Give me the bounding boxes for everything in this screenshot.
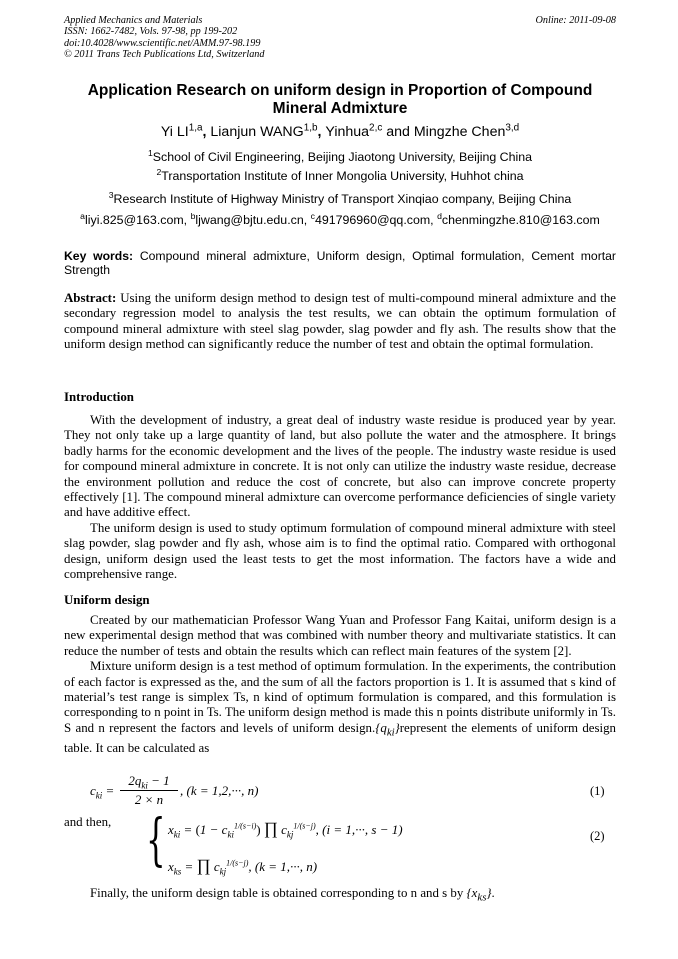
affiliation: $^3$Research Institute of Highway Ministry of Transport Xinqiao company, Beijing China <box>108 189 572 206</box>
paragraph: With the development of industry, a great deal of industry waste residue is produced year by year. They not only take up a large quantity of land, but also pollute the water and the atmosphere. It brings badly harms for the economic development and the lives of the people. The industry waste residue is used for compound mineral admixture in concrete. It is not only can utilize the industry waste residue, decrease the environment pollution and reduce the cost of concrete, but also can improve concrete property effectively [1]. The compound mineral admixture can overcome performance deficiencies of single variety and have additive effect. <box>64 413 616 520</box>
paragraph: Mixture uniform design is a test method of optimum formulation. In the experiments, the contribution of each factor is expressed as the, and the sum of all the factors proportion is 1. It is assumed that s kind of material’s test range is simplex Ts, n kind of optimum formulation is compared, and this formulation is corresponding to n point in Ts. The uniform design method is made this n points distribute uniformly in Ts. S and n represent the factors and levels of uniform $design.\{q_{ki}\}represent$ the elements of uniform design table. It can be calculated as <box>64 659 617 755</box>
math-x-ks: $\{x_{ks}\}$ <box>466 886 492 904</box>
issn-line: ISSN: 1662-7482, Vols. 97-98, pp 199-202 <box>64 26 238 38</box>
author: Yi LI$^{1,a}$, <box>160 122 211 140</box>
equation-1: $c_{ki}$ = $2q_{ki} - 1$ 2 × n , (k = 1,2,···, n) <box>90 773 259 807</box>
doi-line: doi:10.4028/www.scientific.net/AMM.97-98.199 <box>64 37 261 49</box>
equation-2: { $x_{ki} = (1 - c_{ki}^{1/(s-i)})$ ∏ $c_{kj}^{1/(s-j)}$, (i = 1,···, s − 1) $x_{ks}$ = ∏ $c_{kj}^{1/(s-j)}$, (k = 1,···, n) <box>146 808 403 877</box>
author: Mingzhe Chen$^{3,d}$ <box>413 122 520 140</box>
journal-header <box>64 15 616 61</box>
email-list: $^a$liyi.825@163.com, $^b$ljwang@bjtu.edu.cn, $^c$491796960@qq.com, $^d$chenmingzhe.810@163.com <box>80 210 600 227</box>
author: Lianjun WANG$^{1,b}$, <box>210 122 326 140</box>
keywords: Key words: Compound mineral admixture, Uniform design, Optimal formulation, Cement mortar Strength <box>64 249 616 277</box>
copyright-line: © 2011 Trans Tech Publications Ltd, Switzerland <box>64 49 265 61</box>
abstract: Abstract: Using the uniform design method to design test of multi-compound mineral admixture and the secondary regression model to analysis the test results, we can obtain the optimum formulation of compound mineral admixture with steel slag powder, slag powder and fly ash. The results show that the uniform design method can significantly reduce the number of test and obtain the optimal formulation. <box>64 291 616 352</box>
section-heading-introduction: Introduction <box>64 390 134 404</box>
uniform-design-body <box>64 613 616 756</box>
author: Yinhua$^{2,c}$ and <box>325 122 414 140</box>
affiliation: $^2$Transportation Institute of Inner Mongolia University, Huhhot china <box>156 166 524 183</box>
paper-title: Application Research on uniform design in Proportion of Compound Mineral Admixture <box>87 82 593 117</box>
equation-number: (1) <box>590 784 605 798</box>
final-paragraph: Finally, the uniform design table is obtained corresponding to n and s by $\{x_{ks}\}$. <box>90 886 495 904</box>
journal-name: Applied Mechanics and Materials <box>64 15 203 26</box>
paragraph: Created by our mathematician Professor Wang Yuan and Professor Fang Kaitai, uniform design is a new experimental design method that was combined with number theory and multivariate statistics. It can reduce the number of tests and obtain the results which can reflect main features of the system [2]. <box>64 613 616 658</box>
section-heading-uniform-design: Uniform design <box>64 593 150 607</box>
introduction-body <box>64 413 616 582</box>
math-q-ki: $\{q_{ki}\}$ <box>375 720 400 739</box>
and-then-text: and then, <box>64 815 112 829</box>
online-date: Online: 2011-09-08 <box>535 15 616 26</box>
affiliation: $^1$School of Civil Engineering, Beijing Jiaotong University, Beijing China <box>147 147 533 164</box>
paragraph: The uniform design is used to study optimum formulation of compound mineral admixture with steel slag powder, slag powder and fly ash, whose aim is to find the optimal ratio. Compared with orthogonal design, uniform design used the least tests to get the most information. The factors have a wide and comprehensive range. <box>64 520 616 582</box>
equation-number: (2) <box>590 829 605 843</box>
author-list <box>64 124 616 140</box>
